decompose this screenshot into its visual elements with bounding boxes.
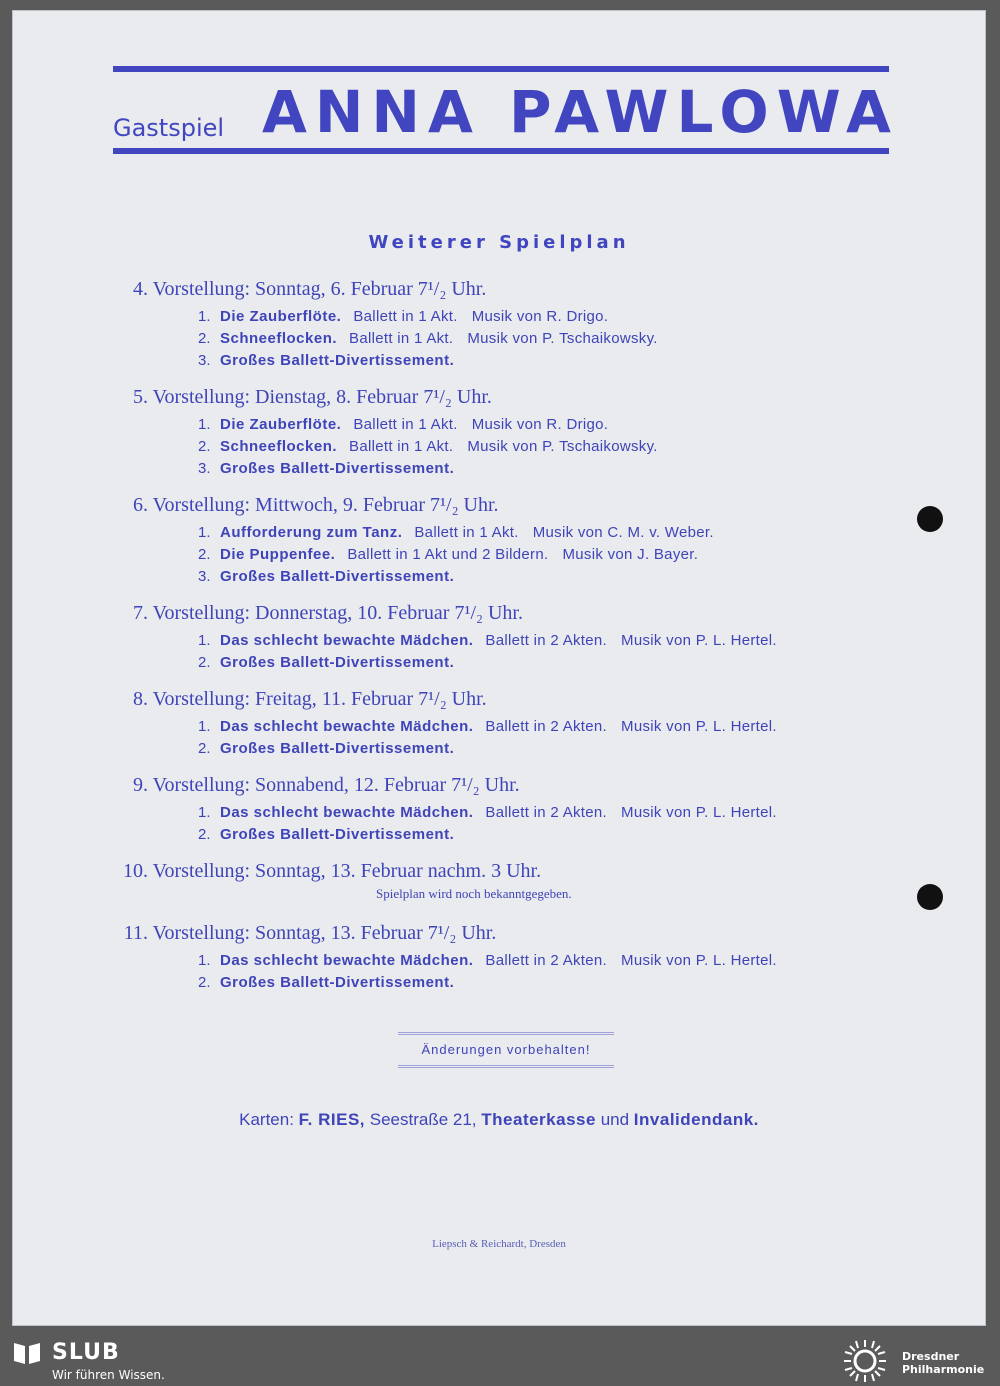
printer-credit: Liepsch & Reichardt, Dresden: [432, 1238, 566, 1250]
performance-number: 6.: [133, 494, 148, 516]
schedule-note: Spielplan wird noch bekanntgegeben.: [376, 886, 572, 901]
program-item: 1. Die Zauberflöte. Ballett in 1 Akt. Musik von R. Drigo.: [198, 308, 609, 325]
performance-6: [112, 492, 912, 588]
program-item: 2. Großes Ballett-Divertissement.: [198, 740, 455, 757]
program-item: 3. Großes Ballett-Divertissement.: [198, 352, 455, 369]
philharmonie-name: Dresdner Philharmonie: [902, 1350, 985, 1376]
bottom-rule: [113, 148, 889, 154]
footer-bar: [0, 1336, 1000, 1386]
performance-7: [112, 600, 912, 674]
book-icon: [12, 1340, 42, 1366]
punch-hole: [917, 506, 943, 532]
program-item: 2. Schneeflocken. Ballett in 1 Akt. Musik von P. Tschaikowsky.: [198, 438, 658, 455]
program-item: 2. Großes Ballett-Divertissement.: [198, 826, 455, 843]
performance-heading: Vorstellung: Dienstag, 8. Februar 7¹/₂ Uhr.: [152, 386, 492, 408]
program-subtitle: Weiterer Spielplan: [368, 232, 630, 253]
performance-heading: Vorstellung: Sonntag, 6. Februar 7¹/₂ Uhr.: [152, 278, 487, 300]
slub-name: SLUB: [52, 1340, 120, 1365]
performance-heading: Vorstellung: Sonnabend, 12. Februar 7¹/₂ Uhr.: [152, 774, 520, 796]
performance-number: 4.: [133, 278, 148, 300]
sunburst-icon: [842, 1338, 888, 1384]
performance-number: 9.: [133, 774, 148, 796]
program-item: 1. Das schlecht bewachte Mädchen. Ballett in 2 Akten. Musik von P. L. Hertel.: [198, 718, 777, 735]
performance-8: [112, 686, 912, 760]
program-item: 1. Das schlecht bewachte Mädchen. Ballett in 2 Akten. Musik von P. L. Hertel.: [198, 632, 777, 649]
program-item: 2. Großes Ballett-Divertissement.: [198, 974, 455, 991]
top-rule: [113, 66, 889, 72]
performance-number: 7.: [133, 602, 148, 624]
performance-number: 10.: [123, 860, 148, 882]
performance-5: [112, 384, 912, 480]
performance-number: 5.: [133, 386, 148, 408]
performance-heading: Vorstellung: Freitag, 11. Februar 7¹/₂ Uhr.: [152, 688, 487, 710]
performer-name: ANNA PAWLOWA: [262, 78, 899, 146]
slub-tagline: Wir führen Wissen.: [52, 1368, 165, 1382]
performance-10: [112, 858, 912, 902]
performance-heading: Vorstellung: Donnerstag, 10. Februar 7¹/₂ Uhr.: [152, 602, 523, 624]
program-item: 1. Die Zauberflöte. Ballett in 1 Akt. Musik von R. Drigo.: [198, 416, 609, 433]
performance-heading: Vorstellung: Sonntag, 13. Februar nachm. 3 Uhr.: [152, 860, 542, 882]
gastspiel-label: Gastspiel: [113, 114, 225, 142]
program-item: 1. Das schlecht bewachte Mädchen. Ballett in 2 Akten. Musik von P. L. Hertel.: [198, 952, 777, 969]
program-item: 3. Großes Ballett-Divertissement.: [198, 460, 455, 477]
performance-heading: Vorstellung: Sonntag, 13. Februar 7¹/₂ Uhr.: [152, 922, 497, 944]
performance-4: [112, 276, 912, 372]
program-item: 2. Großes Ballett-Divertissement.: [198, 654, 455, 671]
program-item: 3. Großes Ballett-Divertissement.: [198, 568, 455, 585]
changes-notice: Änderungen vorbehalten!: [398, 1032, 614, 1068]
program-item: 2. Die Puppenfee. Ballett in 1 Akt und 2 Bildern. Musik von J. Bayer.: [198, 546, 699, 563]
punch-hole: [917, 884, 943, 910]
performance-11: [112, 920, 912, 994]
performance-9: [112, 772, 912, 846]
program-item: 2. Schneeflocken. Ballett in 1 Akt. Musik von P. Tschaikowsky.: [198, 330, 658, 347]
program-item: 1. Das schlecht bewachte Mädchen. Ballett in 2 Akten. Musik von P. L. Hertel.: [198, 804, 777, 821]
tickets-line: Karten: F. RIES, Seestraße 21, Theaterkasse und Invalidendank.: [239, 1110, 759, 1129]
program-sheet: [12, 10, 986, 1326]
performance-heading: Vorstellung: Mittwoch, 9. Februar 7¹/₂ Uhr.: [152, 494, 499, 516]
program-item: 1. Aufforderung zum Tanz. Ballett in 1 Akt. Musik von C. M. v. Weber.: [198, 524, 714, 541]
performance-number: 8.: [133, 688, 148, 710]
performance-number: 11.: [123, 922, 148, 944]
